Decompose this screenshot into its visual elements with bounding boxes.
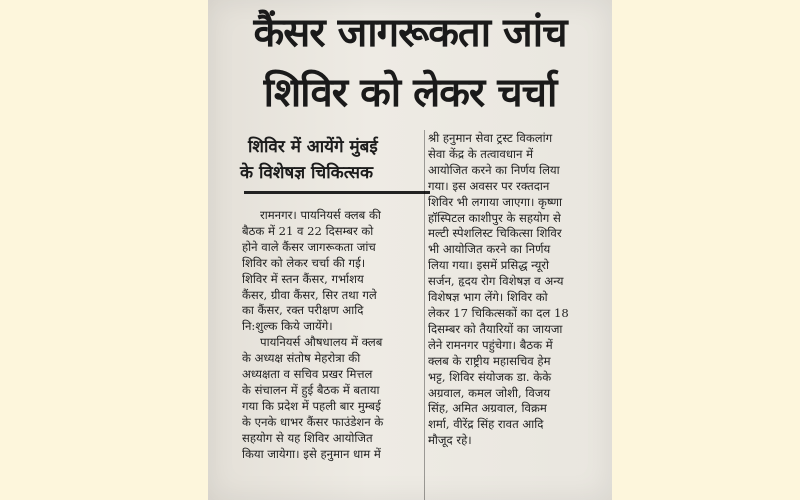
headline-line-1: कैंसर जागरूकता जांच [253, 10, 567, 56]
right-column-line: गया। इस अवसर पर रक्तदान [428, 178, 550, 193]
right-column-line: भी आयोजित करने का निर्णय [428, 242, 551, 257]
right-column-line: विशेषज्ञ भाग लेंगे। शिविर को [428, 290, 548, 305]
left-column-text [242, 208, 432, 463]
left-column-line: सहयोग से यह शिविर आयोजित [242, 430, 373, 445]
column-divider [424, 130, 425, 500]
left-column-line: के संचालन में हुई बैठक में बताया [242, 382, 380, 397]
left-column-line: शिविर में स्तन कैंसर, गर्भाशय [242, 271, 364, 286]
right-column-line: लिया गया। इसमें प्रसिद्ध न्यूरो [428, 258, 550, 273]
subheadline-line-1: शिविर में आयेंगे मुंबई [248, 137, 378, 157]
left-column-line: बैठक में 21 व 22 दिसम्बर को [242, 223, 374, 238]
left-column-line: गया कि प्रदेश में पहली बार मुम्बई [242, 398, 381, 413]
subheadline-rule [244, 191, 430, 194]
right-column-line: भट्ट, शिविर संयोजक डा. केके [428, 369, 552, 384]
left-column-line: के एनके धाभर कैंसर फाउंडेशन के [242, 414, 384, 429]
left-column-line: नि:शुल्क किये जायेंगे। [242, 319, 333, 334]
right-column-line: क्लब के राष्ट्रीय महासचिव हेम [428, 353, 551, 368]
right-column-line: लेने रामनगर पहुंचेगा। बैठक में [428, 337, 553, 352]
right-column-line: शर्मा, वीरेंद्र सिंह रावत आदि [428, 417, 544, 432]
left-column-line: शिविर को लेकर चर्चा की गई। [242, 255, 366, 270]
right-column-text [428, 131, 606, 449]
right-column-line: सेवा केंद्र के तत्वावधान में [428, 146, 534, 161]
left-column-line: रामनगर। पायनियर्स क्लब की [260, 208, 381, 222]
newspaper-clipping [208, 0, 612, 500]
right-column-line: हॉस्पिटल काशीपुर के सहयोग से [428, 210, 561, 225]
left-column-line: का कैंसर, रक्त परीक्षण आदि [242, 303, 364, 318]
right-column-line: आयोजित करने का निर्णय लिया [428, 162, 560, 177]
right-column-line: मल्टी स्पेशलिस्ट चिकित्सा शिविर [428, 226, 562, 241]
right-column-line: श्री हनुमान सेवा ट्रस्ट विकलांग [428, 131, 553, 145]
right-column-line: अग्रवाल, कमल जोशी, विजय [428, 385, 551, 400]
left-column-line: होने वाले कैंसर जागरूकता जांच [242, 239, 376, 254]
left-column-line: पायनियर्स औषधालय में क्लब [260, 335, 383, 350]
right-column-line: शिविर भी लगाया जाएगा। कृष्णा [428, 194, 563, 209]
left-column-line: कैंसर, ग्रीवा कैंसर, सिर तथा गले [242, 287, 377, 302]
headline-line-2: शिविर को लेकर चर्चा [263, 70, 557, 116]
left-column-line: अध्यक्षता व सचिव प्रखर मित्तल [242, 367, 373, 382]
left-column-line: किया जायेगा। इसे हनुमान धाम में [242, 446, 381, 461]
right-column-line: मौजूद रहे। [428, 433, 472, 448]
left-column-line: के अध्यक्ष संतोष मेहरोत्रा की [242, 351, 361, 366]
subheadline-line-2: के विशेषज्ञ चिकित्सक [240, 163, 374, 183]
right-column-line: लेकर 17 चिकित्सकों का दल 18 [428, 305, 569, 320]
right-column-line: सर्जन, हृदय रोग विशेषज्ञ व अन्य [428, 274, 564, 289]
right-column-line: सिंह, अमित अग्रवाल, विक्रम [428, 401, 547, 416]
right-column-line: दिसम्बर को तैयारियों का जायजा [428, 321, 563, 336]
